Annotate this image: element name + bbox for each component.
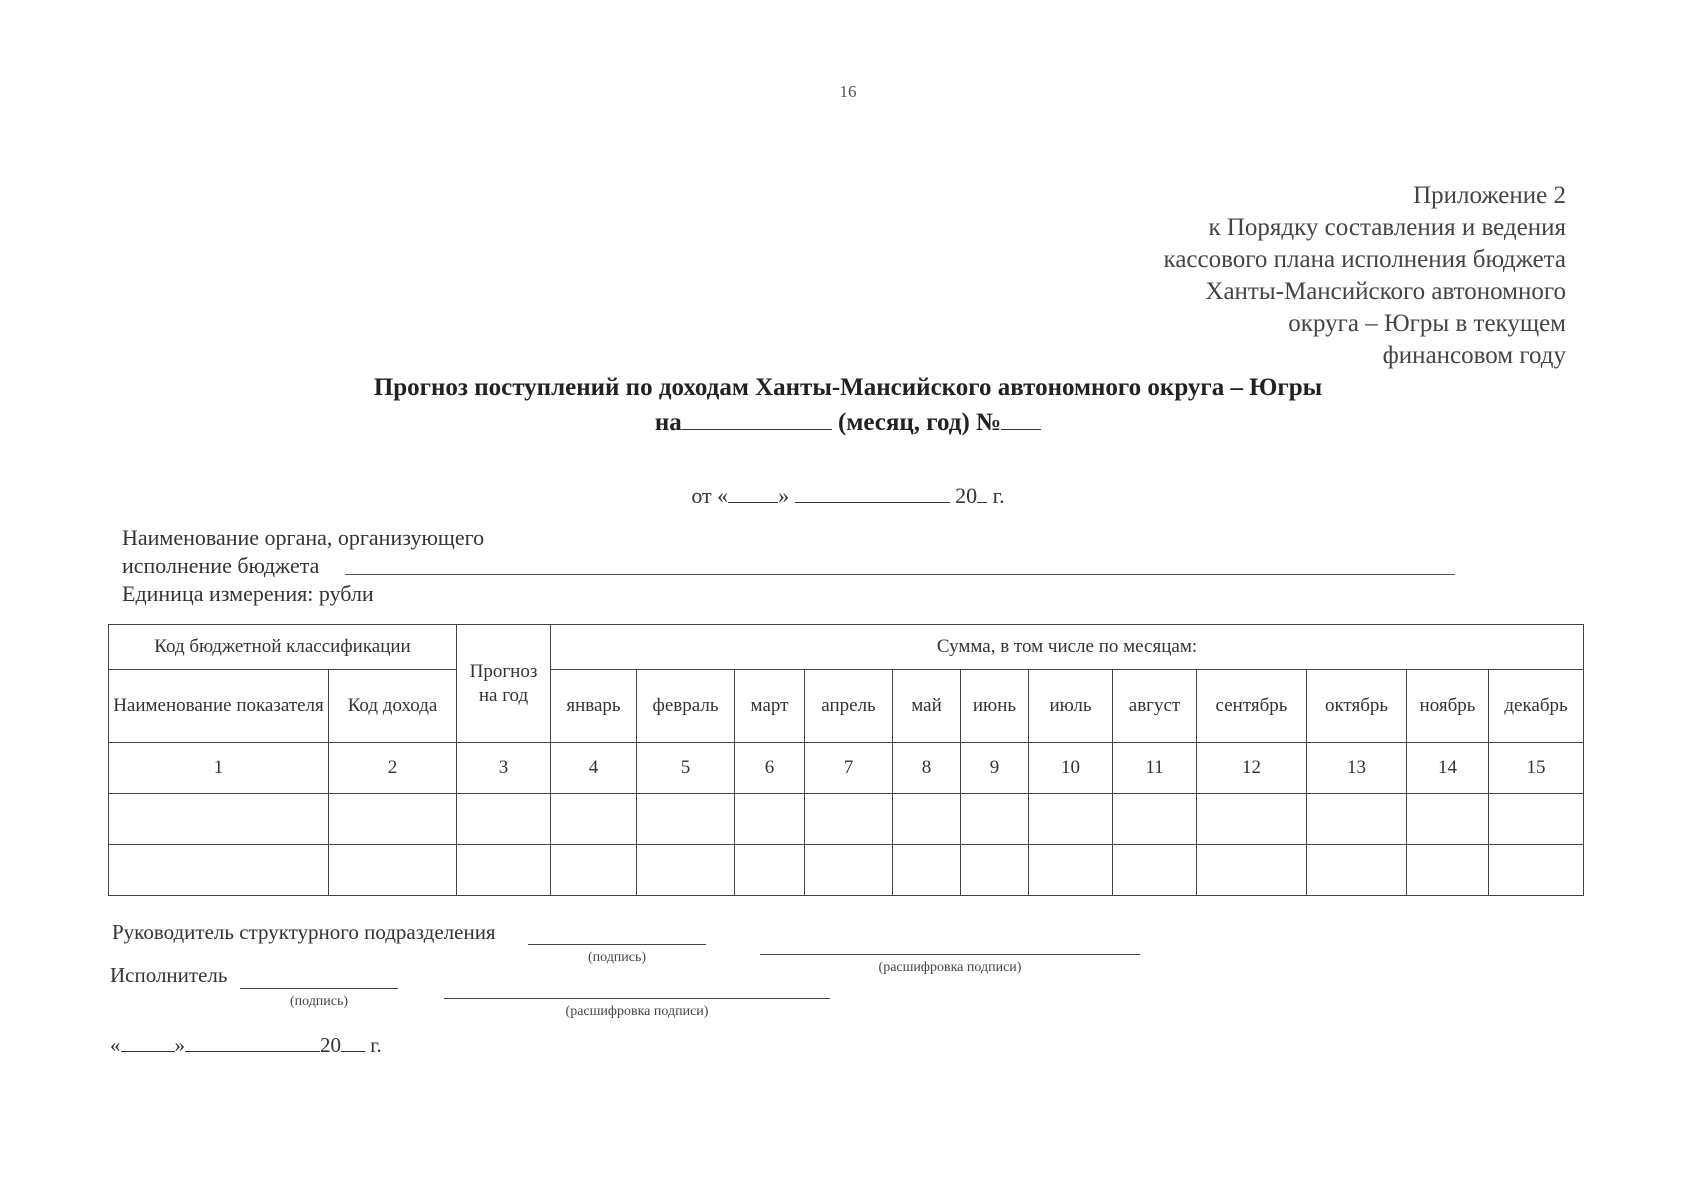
table-cell <box>1029 845 1113 896</box>
year-blank <box>977 480 987 503</box>
table-cell <box>457 794 551 845</box>
org-label-2: исполнение бюджета <box>122 553 320 578</box>
month-blank <box>682 404 832 430</box>
head-decoding-caption: (расшифровка подписи) <box>878 960 1022 975</box>
title-middle: (месяц, год) № <box>831 409 1002 436</box>
table-cell <box>1489 794 1584 845</box>
table-cell <box>551 794 637 845</box>
executor-label: Исполнитель <box>110 963 228 987</box>
table-row <box>109 794 1584 845</box>
column-number: 14 <box>1407 743 1489 794</box>
year-blank <box>341 1030 365 1052</box>
table-cell <box>637 845 735 896</box>
org-label-1: Наименование органа, организующего <box>122 525 485 550</box>
table-cell <box>637 794 735 845</box>
executor-decoding-caption: (расшифровка подписи) <box>565 1004 709 1019</box>
column-number: 7 <box>805 743 893 794</box>
header-month: май <box>893 670 961 743</box>
appendix-block <box>1164 180 1566 372</box>
date-close: » <box>174 1033 185 1057</box>
month-blank <box>795 480 950 503</box>
head-decoding-line <box>760 954 1140 955</box>
header-forecast-year: Прогноз на год <box>457 625 551 743</box>
table-cell <box>961 794 1029 845</box>
header-month: декабрь <box>1489 670 1584 743</box>
unit-label: Единица измерения: рубли <box>122 581 374 606</box>
column-number: 15 <box>1489 743 1584 794</box>
appendix-line: финансовом году <box>1382 342 1566 369</box>
table-cell <box>1407 845 1489 896</box>
date-year: 20 <box>949 483 978 508</box>
header-budget-classification: Код бюджетной классификации <box>109 625 457 670</box>
title-prefix: на <box>654 409 682 436</box>
table-cell <box>893 794 961 845</box>
head-label: Руководитель структурного подразделения <box>112 920 496 944</box>
table-cell <box>1113 845 1197 896</box>
title-line-1: Прогноз поступлений по доходам Ханты-Мансийского автономного округа – Югры <box>373 374 1323 401</box>
appendix-line: Ханты-Мансийского автономного <box>1205 278 1566 305</box>
header-indicator-name: Наименование показателя <box>109 670 329 743</box>
header-month: октябрь <box>1307 670 1407 743</box>
date-suffix: г. <box>365 1033 382 1057</box>
header-month: июнь <box>961 670 1029 743</box>
date-line <box>0 480 1696 509</box>
header-month: февраль <box>637 670 735 743</box>
executor-decoding-line <box>444 998 830 999</box>
table-row <box>109 845 1584 896</box>
date-year: 20 <box>320 1033 341 1057</box>
column-number: 9 <box>961 743 1029 794</box>
table-cell <box>1197 845 1307 896</box>
table-cell <box>805 794 893 845</box>
date-prefix: от « <box>691 483 729 508</box>
executor-signature-line <box>240 988 398 989</box>
table-cell <box>1489 845 1584 896</box>
org-fill-line <box>345 574 1455 575</box>
org-block <box>122 524 484 608</box>
column-number: 8 <box>893 743 961 794</box>
table-cell <box>961 845 1029 896</box>
column-number: 1 <box>109 743 329 794</box>
date-open: « <box>110 1033 121 1057</box>
table-cell <box>329 794 457 845</box>
head-signature-caption: (подпись) <box>587 950 647 965</box>
header-month: март <box>735 670 805 743</box>
header-month: апрель <box>805 670 893 743</box>
column-number: 12 <box>1197 743 1307 794</box>
header-month: август <box>1113 670 1197 743</box>
header-month: январь <box>551 670 637 743</box>
date-mid: » <box>778 483 795 508</box>
appendix-line: к Порядку составления и ведения <box>1208 214 1566 241</box>
date-suffix: г. <box>987 483 1005 508</box>
page-number: 16 <box>839 82 857 101</box>
table-cell <box>551 845 637 896</box>
table-cell <box>1307 845 1407 896</box>
title-line-2 <box>0 404 1696 439</box>
month-blank <box>185 1030 320 1052</box>
header-sum-by-months: Сумма, в том числе по месяцам: <box>551 625 1584 670</box>
table-cell <box>1197 794 1307 845</box>
column-number: 3 <box>457 743 551 794</box>
header-month: июль <box>1029 670 1113 743</box>
forecast-table <box>108 624 1584 896</box>
header-month: сентябрь <box>1197 670 1307 743</box>
table-cell <box>1029 794 1113 845</box>
table-cell <box>735 845 805 896</box>
table-cell <box>109 794 329 845</box>
appendix-line: округа – Югры в текущем <box>1288 310 1566 337</box>
day-blank <box>728 480 778 503</box>
table-cell <box>1407 794 1489 845</box>
appendix-line: кассового плана исполнения бюджета <box>1163 246 1566 273</box>
column-number: 2 <box>329 743 457 794</box>
day-blank <box>121 1030 175 1052</box>
table-cell <box>457 845 551 896</box>
column-number: 5 <box>637 743 735 794</box>
table-cell <box>893 845 961 896</box>
header-income-code: Код дохода <box>329 670 457 743</box>
executor-signature-caption: (подпись) <box>289 994 349 1009</box>
table-cell <box>329 845 457 896</box>
sign-date <box>110 1030 382 1058</box>
table-cell <box>805 845 893 896</box>
column-number: 6 <box>735 743 805 794</box>
table-cell <box>735 794 805 845</box>
header-month: ноябрь <box>1407 670 1489 743</box>
number-blank <box>1001 404 1041 430</box>
signatures-block <box>110 920 1310 1070</box>
document-title <box>0 372 1696 439</box>
head-signature-line <box>528 944 706 945</box>
table-cell <box>1307 794 1407 845</box>
column-number: 10 <box>1029 743 1113 794</box>
table-cell <box>109 845 329 896</box>
table-cell <box>1113 794 1197 845</box>
column-number: 4 <box>551 743 637 794</box>
appendix-line: Приложение 2 <box>1413 182 1566 209</box>
column-number: 13 <box>1307 743 1407 794</box>
column-number: 11 <box>1113 743 1197 794</box>
